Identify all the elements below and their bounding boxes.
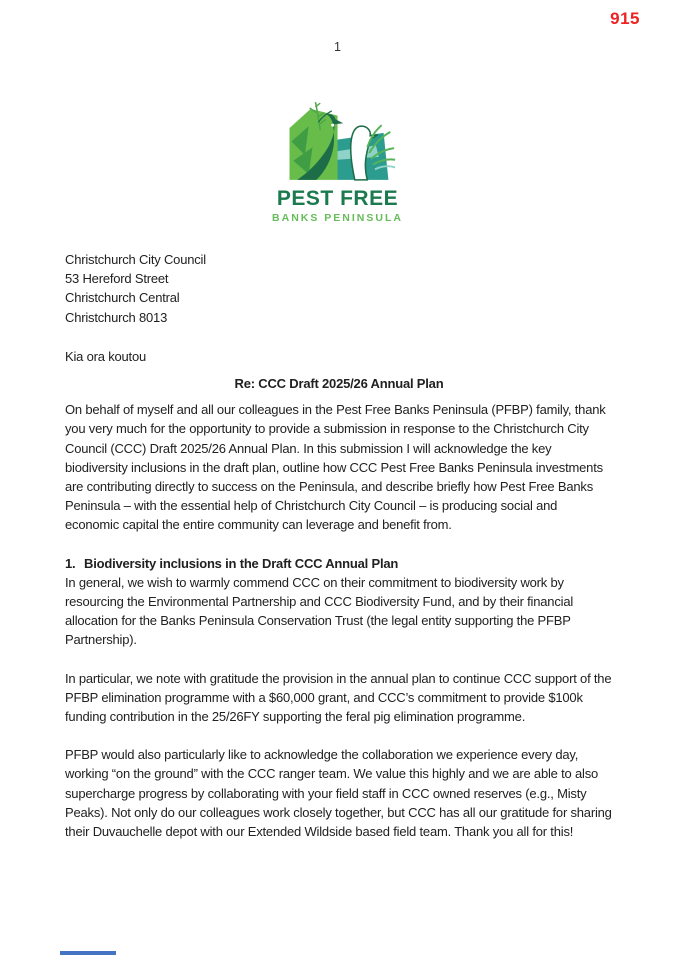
section-1-number: 1.	[65, 555, 76, 571]
address-line: Christchurch Central	[65, 290, 180, 306]
intro-paragraph: On behalf of myself and all our colleagues in the Pest Free Banks Peninsula (PFBP) family, thank you very much for the opportunity to provide a submission in response to the Christchurch City Council (CCC) Draft 2025/26 Annual Plan. In this submission I will acknowledge the key biodiversity inclusions in the draft plan, outline how CCC Pest Free Banks Peninsula investments are contributing directly to success on the Peninsula, and describe briefly how Pest Free Banks Peninsula – with the essential help of Christchurch City Council – is producing social and economic capital the entire community can leverage and benefit from.	[65, 402, 606, 533]
address-line: Christchurch City Council	[65, 252, 206, 267]
pfbp-logo	[258, 99, 418, 224]
section-1-heading	[65, 554, 613, 573]
page-number: 1	[334, 40, 341, 54]
address-line: 53 Hereford Street	[65, 271, 169, 287]
section-1-paragraph: In particular, we note with gratitude the provision in the annual plan to continue CCC support of the PFBP elimination programme with a $60,000 grant, and CCC’s commitment to provide $100k funding contribution in the 25/26FY supporting the feral pig elimination programme.	[65, 670, 612, 725]
salutation: Kia ora koutou	[65, 348, 147, 364]
address-line: Christchurch 8013	[65, 309, 168, 325]
submission-number: 915	[610, 9, 640, 28]
section-1-paragraph: In general, we wish to warmly commend CCC on their commitment to biodiversity work by resourcing the Environmental Partnership and CCC Biodiversity Fund, and by their financial allocation for the Banks Peninsula Conservation Trust (the legal entity supporting the PFBP Partnership).	[65, 574, 574, 648]
logo-wordmark-title: PEST FREE	[276, 187, 399, 210]
section-1-paragraph: PFBP would also particularly like to acknowledge the collaboration we experience every day, working “on the ground” with the CCC ranger team. We value this highly and we are able to also supercharge progress by collaborating with your field staff in CCC owned reserves (e.g., Misty Peaks). Not only do our colleagues work closely together, but CCC has all our gratitude for sharing their Duvauchelle depot with our Extended Wildside based field team. Thank you all for this!	[65, 747, 612, 840]
recipient-address-block	[65, 250, 613, 327]
bottom-accent-bar	[60, 951, 116, 955]
section-1-heading-text: Biodiversity inclusions in the Draft CCC Annual Plan	[84, 555, 399, 571]
pfbp-logo-graphic	[278, 99, 398, 184]
letter-body	[65, 250, 613, 841]
subject-line: Re: CCC Draft 2025/26 Annual Plan	[234, 376, 444, 392]
logo-wordmark-subtitle: BANKS PENINSULA	[272, 212, 403, 224]
